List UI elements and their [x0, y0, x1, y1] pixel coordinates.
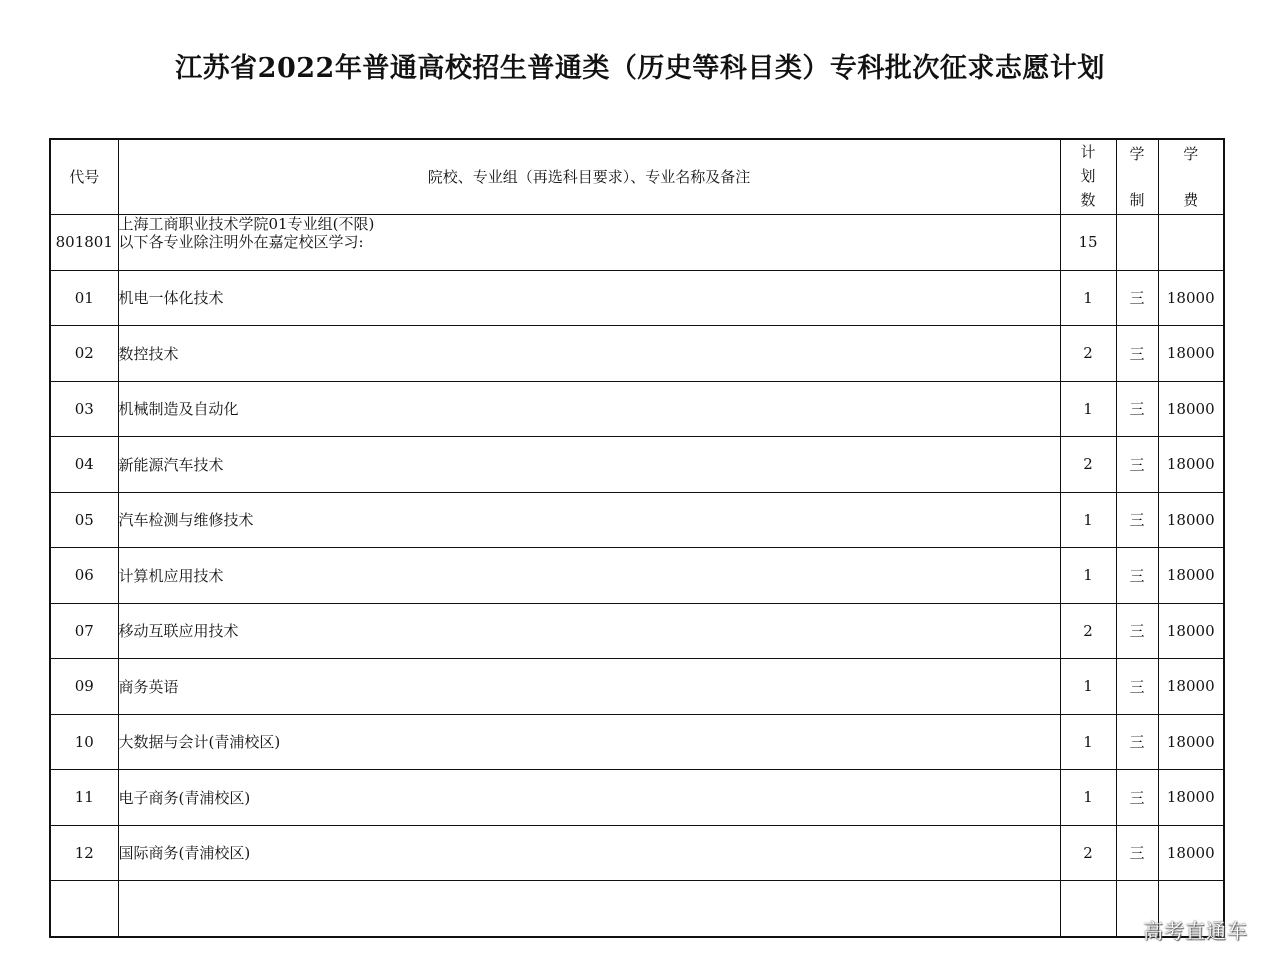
major-name: 国际商务(青浦校区): [118, 825, 1060, 881]
header-fee-bottom: 费: [1183, 190, 1199, 209]
group-fee: [1158, 214, 1224, 270]
header-plan-char: 划: [1080, 167, 1096, 185]
table-row: [50, 492, 1224, 548]
major-code: 03: [50, 381, 118, 437]
major-code: 11: [50, 770, 118, 826]
header-plan-char: 计: [1080, 143, 1096, 161]
table-row: [50, 714, 1224, 770]
table-row: [50, 270, 1224, 326]
major-fee: 18000: [1158, 326, 1224, 382]
group-note: 以下各专业除注明外在嘉定校区学习:: [118, 232, 364, 251]
major-plan: 2: [1060, 437, 1116, 493]
major-plan: 1: [1060, 381, 1116, 437]
major-name: 大数据与会计(青浦校区): [118, 714, 1060, 770]
major-plan: 1: [1060, 714, 1116, 770]
major-code: 07: [50, 603, 118, 659]
group-code: 801801: [50, 214, 118, 270]
major-years: 三: [1116, 492, 1158, 548]
major-years: 三: [1116, 825, 1158, 881]
major-name: 汽车检测与维修技术: [118, 492, 1060, 548]
major-name: 电子商务(青浦校区): [118, 770, 1060, 826]
watermark: 高考直通车: [1143, 919, 1248, 943]
header-plan: [1060, 139, 1116, 214]
table-row: [50, 825, 1224, 881]
major-code: 06: [50, 548, 118, 604]
major-code: 12: [50, 825, 118, 881]
major-years: 三: [1116, 381, 1158, 437]
major-plan: 1: [1060, 548, 1116, 604]
major-code: 04: [50, 437, 118, 493]
major-code: 02: [50, 326, 118, 382]
page-title: 江苏省2022年普通高校招生普通类（历史等科目类）专科批次征求志愿计划: [175, 53, 1105, 84]
major-years: 三: [1116, 270, 1158, 326]
major-code: 05: [50, 492, 118, 548]
major-code: 09: [50, 659, 118, 715]
table-row: [50, 659, 1224, 715]
group-plan: 15: [1060, 214, 1116, 270]
major-years: 三: [1116, 603, 1158, 659]
table-row: [50, 603, 1224, 659]
table-row: [50, 326, 1224, 382]
major-years: 三: [1116, 659, 1158, 715]
major-years: 三: [1116, 437, 1158, 493]
major-fee: 18000: [1158, 714, 1224, 770]
major-fee: 18000: [1158, 381, 1224, 437]
major-fee: 18000: [1158, 492, 1224, 548]
major-plan: 1: [1060, 770, 1116, 826]
major-years: 三: [1116, 770, 1158, 826]
major-years: 三: [1116, 548, 1158, 604]
header-years-top: 学: [1129, 145, 1145, 163]
major-name: 计算机应用技术: [118, 548, 1060, 604]
empty-row: [50, 881, 1224, 937]
table-row: [50, 437, 1224, 493]
admission-plan-table: [49, 138, 1225, 938]
header-years-bottom: 制: [1129, 190, 1145, 209]
header-name: 院校、专业组（再选科目要求）、专业名称及备注: [118, 139, 1060, 214]
major-fee: 18000: [1158, 548, 1224, 604]
major-fee: 18000: [1158, 270, 1224, 326]
major-years: 三: [1116, 326, 1158, 382]
group-description: [118, 214, 1060, 270]
major-name: 机电一体化技术: [118, 270, 1060, 326]
major-fee: 18000: [1158, 659, 1224, 715]
table-row: [50, 770, 1224, 826]
major-name: 商务英语: [118, 659, 1060, 715]
empty-cell: [50, 881, 118, 937]
major-plan: 1: [1060, 659, 1116, 715]
major-name: 数控技术: [118, 326, 1060, 382]
header-years: [1116, 139, 1158, 214]
major-fee: 18000: [1158, 825, 1224, 881]
major-plan: 2: [1060, 603, 1116, 659]
major-fee: 18000: [1158, 770, 1224, 826]
major-years: 三: [1116, 714, 1158, 770]
major-fee: 18000: [1158, 603, 1224, 659]
major-code: 01: [50, 270, 118, 326]
header-plan-char: 数: [1080, 191, 1096, 209]
major-fee: 18000: [1158, 437, 1224, 493]
header-fee: [1158, 139, 1224, 214]
major-plan: 1: [1060, 492, 1116, 548]
group-row: [50, 214, 1224, 270]
header-code: 代号: [50, 139, 118, 214]
table-row: [50, 381, 1224, 437]
major-plan: 2: [1060, 326, 1116, 382]
empty-cell: [1060, 881, 1116, 937]
major-name: 移动互联应用技术: [118, 603, 1060, 659]
table-row: [50, 548, 1224, 604]
group-years: [1116, 214, 1158, 270]
table-header-row: [50, 139, 1224, 214]
major-name: 机械制造及自动化: [118, 381, 1060, 437]
major-name: 新能源汽车技术: [118, 437, 1060, 493]
group-title: 上海工商职业技术学院01专业组(不限): [118, 214, 375, 233]
empty-cell: [118, 881, 1060, 937]
header-fee-top: 学: [1183, 145, 1199, 163]
major-code: 10: [50, 714, 118, 770]
major-plan: 1: [1060, 270, 1116, 326]
major-plan: 2: [1060, 825, 1116, 881]
